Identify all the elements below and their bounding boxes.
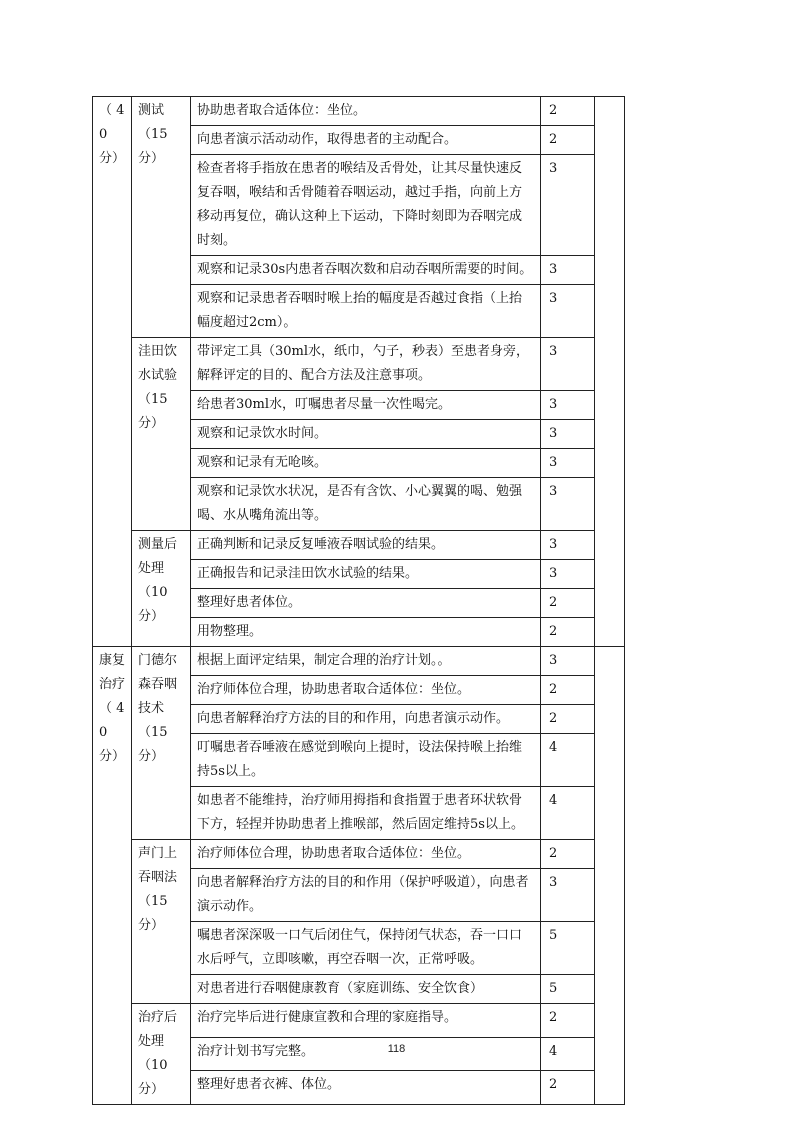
item-text: 给患者30ml水，叮嘱患者尽量一次性喝完。 xyxy=(191,391,541,420)
item-text: 正确报告和记录洼田饮水试验的结果。 xyxy=(191,560,541,589)
item-text: 嘱患者深深吸一口气后闭住气，保持闭气状态，吞一口口水后呼气，立即咳嗽，再空吞咽一次，正常呼吸。 xyxy=(191,922,541,975)
blank-cell xyxy=(595,647,625,1105)
group-cell: 声门上吞咽法（15分） xyxy=(132,840,191,1004)
group-cell: 测试（15分） xyxy=(132,97,191,338)
item-score: 3 xyxy=(541,420,595,449)
item-text: 治疗计划书写完整。 xyxy=(191,1037,541,1071)
item-score: 3 xyxy=(541,869,595,922)
item-score: 3 xyxy=(541,560,595,589)
item-score: 3 xyxy=(541,391,595,420)
item-text: 叮嘱患者吞唾液在感觉到喉向上提时，设法保持喉上抬维持5s以上。 xyxy=(191,734,541,787)
item-text: 整理好患者衣裤、体位。 xyxy=(191,1071,541,1105)
group-cell: 治疗后处理（10分） xyxy=(132,1004,191,1105)
item-score: 2 xyxy=(541,676,595,705)
item-score: 5 xyxy=(541,975,595,1004)
item-score: 2 xyxy=(541,126,595,155)
item-text: 协助患者取合适体位：坐位。 xyxy=(191,97,541,126)
item-score: 3 xyxy=(541,338,595,391)
table-row xyxy=(93,647,625,676)
item-text: 治疗师体位合理，协助患者取合适体位：坐位。 xyxy=(191,676,541,705)
item-score: 3 xyxy=(541,285,595,338)
item-text: 如患者不能维持，治疗师用拇指和食指置于患者环状软骨下方，轻捏并协助患者上推喉部，然后固定维持5s以上。 xyxy=(191,787,541,840)
item-score: 3 xyxy=(541,155,595,256)
table-row xyxy=(93,1004,625,1038)
item-score: 3 xyxy=(541,256,595,285)
item-text: 观察和记录有无呛咳。 xyxy=(191,449,541,478)
item-text: 治疗完毕后进行健康宣教和合理的家庭指导。 xyxy=(191,1004,541,1038)
item-score: 3 xyxy=(541,478,595,531)
table-row xyxy=(93,338,625,391)
item-score: 2 xyxy=(541,589,595,618)
group-cell: 测量后处理（10分） xyxy=(132,531,191,647)
item-score: 2 xyxy=(541,97,595,126)
item-text: 正确判断和记录反复唾液吞咽试验的结果。 xyxy=(191,531,541,560)
item-score: 2 xyxy=(541,705,595,734)
item-text: 检查者将手指放在患者的喉结及舌骨处，让其尽量快速反复吞咽，喉结和舌骨随着吞咽运动，越过手指，向前上方移动再复位，确认这种上下运动，下降时刻即为吞咽完成时刻。 xyxy=(191,155,541,256)
item-text: 带评定工具（30ml水，纸巾，勺子，秒表）至患者身旁，解释评定的目的、配合方法及注意事项。 xyxy=(191,338,541,391)
item-score: 2 xyxy=(541,618,595,647)
item-text: 观察和记录30s内患者吞咽次数和启动吞咽所需要的时间。 xyxy=(191,256,541,285)
item-text: 观察和记录饮水状况，是否有含饮、小心翼翼的喝、勉强喝、水从嘴角流出等。 xyxy=(191,478,541,531)
item-text: 治疗师体位合理，协助患者取合适体位：坐位。 xyxy=(191,840,541,869)
group-cell: 门德尔森吞咽技术（15分） xyxy=(132,647,191,840)
item-score: 4 xyxy=(541,787,595,840)
item-text: 整理好患者体位。 xyxy=(191,589,541,618)
item-score: 3 xyxy=(541,531,595,560)
category-cell: 康复治疗（ 40 分） xyxy=(93,647,132,1105)
page-number: 118 xyxy=(387,1043,406,1055)
item-score: 5 xyxy=(541,922,595,975)
scoring-table xyxy=(92,96,625,1105)
item-score: 4 xyxy=(541,1037,595,1071)
item-score: 3 xyxy=(541,647,595,676)
item-score: 3 xyxy=(541,449,595,478)
item-score: 2 xyxy=(541,1004,595,1038)
blank-cell xyxy=(595,97,625,647)
item-score: 4 xyxy=(541,734,595,787)
item-text: 对患者进行吞咽健康教育（家庭训练、安全饮食） xyxy=(191,975,541,1004)
item-score: 2 xyxy=(541,840,595,869)
item-text: 观察和记录饮水时间。 xyxy=(191,420,541,449)
category-cell: （ 40 分） xyxy=(93,97,132,647)
group-cell: 洼田饮水试验（15分） xyxy=(132,338,191,531)
item-score: 2 xyxy=(541,1071,595,1105)
item-text: 用物整理。 xyxy=(191,618,541,647)
item-text: 向患者演示活动动作，取得患者的主动配合。 xyxy=(191,126,541,155)
item-text: 向患者解释治疗方法的目的和作用，向患者演示动作。 xyxy=(191,705,541,734)
table-row xyxy=(93,840,625,869)
table-row xyxy=(93,97,625,126)
item-text: 观察和记录患者吞咽时喉上抬的幅度是否越过食指（上抬幅度超过2cm）。 xyxy=(191,285,541,338)
item-text: 向患者解释治疗方法的目的和作用（保护呼吸道），向患者演示动作。 xyxy=(191,869,541,922)
item-text: 根据上面评定结果，制定合理的治疗计划。。 xyxy=(191,647,541,676)
table-row xyxy=(93,531,625,560)
